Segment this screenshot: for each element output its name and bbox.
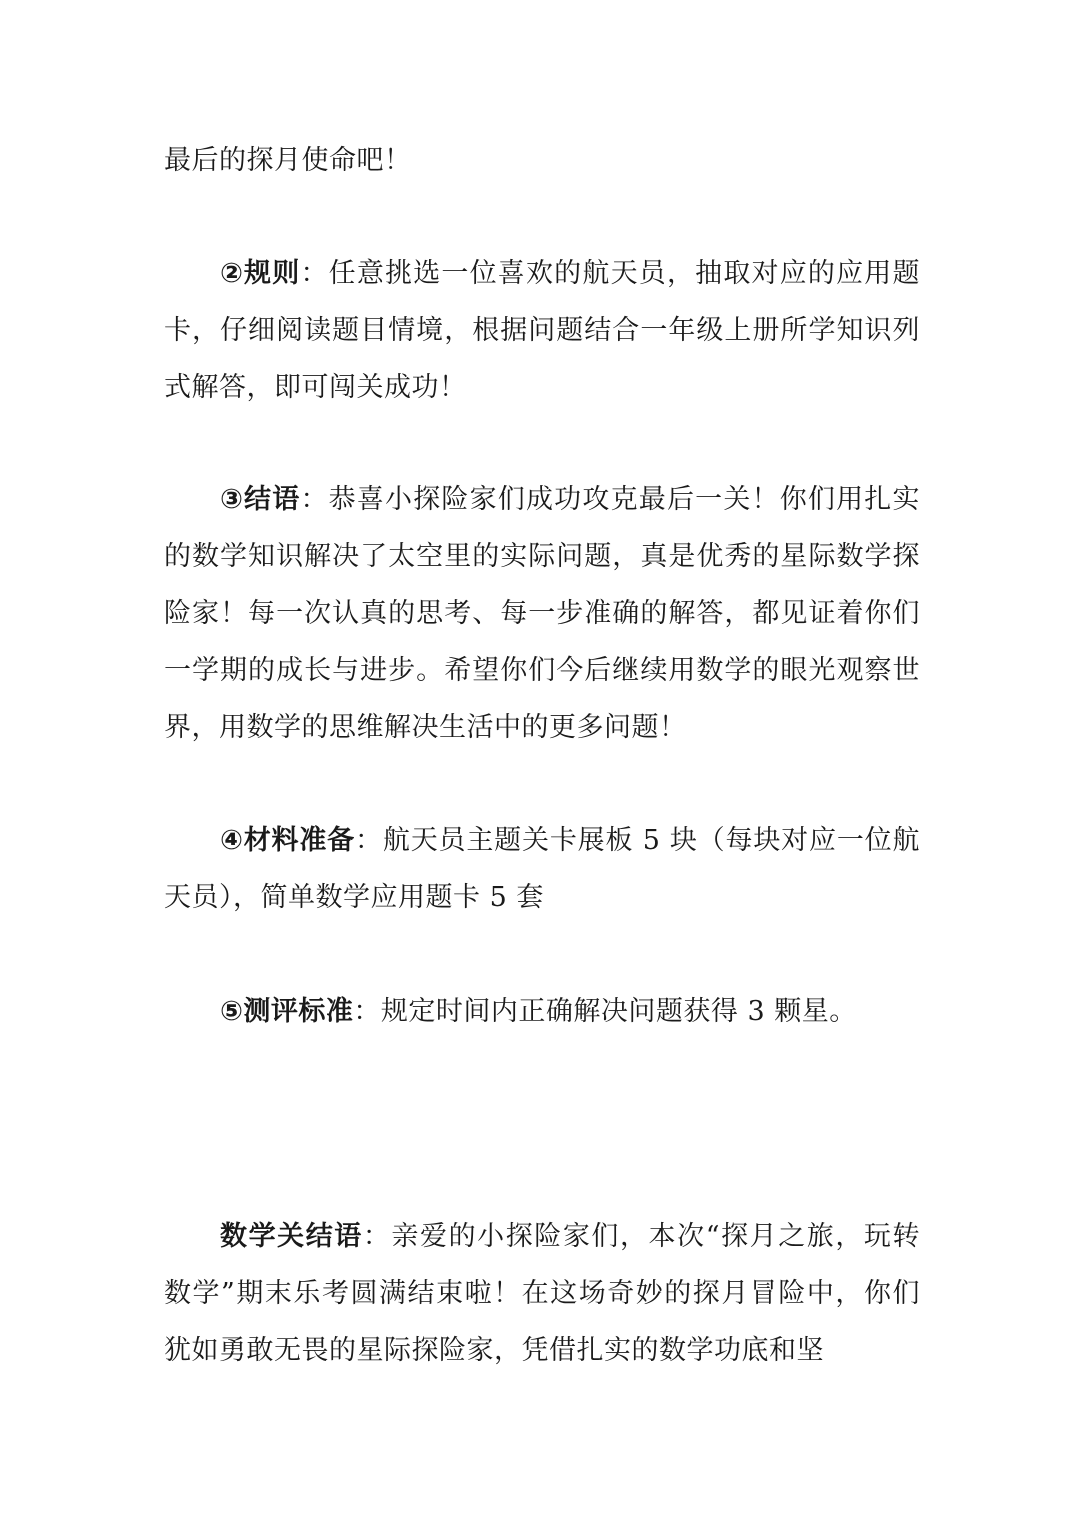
- paragraph-evaluation: [164, 983, 920, 1040]
- rules-text: ：任意挑选一位喜欢的航天员，抽取对应的应用题卡，仔细阅读题目情境，根据问题结合一年级上册所学知识列式解答，即可闯关成功！: [164, 258, 920, 403]
- paragraph-continuation: [164, 132, 920, 189]
- math-summary-label: 数学关结语: [220, 1221, 363, 1252]
- conclusion-text: ：恭喜小探险家们成功攻克最后一关！你们用扎实的数学知识解决了太空里的实际问题，真是优秀的星际数学探险家！每一次认真的思考、每一步准确的解答，都见证着你们一学期的成长与进步。希望你们今后继续用数学的眼光观察世界，用数学的思维解决生活中的更多问题！: [164, 484, 920, 743]
- paragraph-math-summary: [164, 1208, 920, 1379]
- evaluation-label: ⑤测评标准: [220, 996, 354, 1027]
- paragraph-rules: [164, 245, 920, 416]
- evaluation-text: ：规定时间内正确解决问题获得 3 颗星。: [353, 996, 857, 1027]
- paragraph-text: 最后的探月使命吧！: [164, 145, 412, 176]
- paragraph-conclusion: [164, 471, 920, 756]
- materials-label: ④材料准备: [220, 825, 356, 856]
- paragraph-materials: [164, 812, 920, 926]
- math-summary-text: ：亲爱的小探险家们，本次“探月之旅，玩转数学”期末乐考圆满结束啦！在这场奇妙的探月冒险中，你们犹如勇敢无畏的星际探险家，凭借扎实的数学功底和坚: [164, 1221, 920, 1366]
- materials-text: ：航天员主题关卡展板 5 块（每块对应一位航天员），简单数学应用题卡 5 套: [164, 825, 920, 913]
- conclusion-label: ③结语: [220, 484, 301, 515]
- rules-label: ②规则: [220, 258, 301, 289]
